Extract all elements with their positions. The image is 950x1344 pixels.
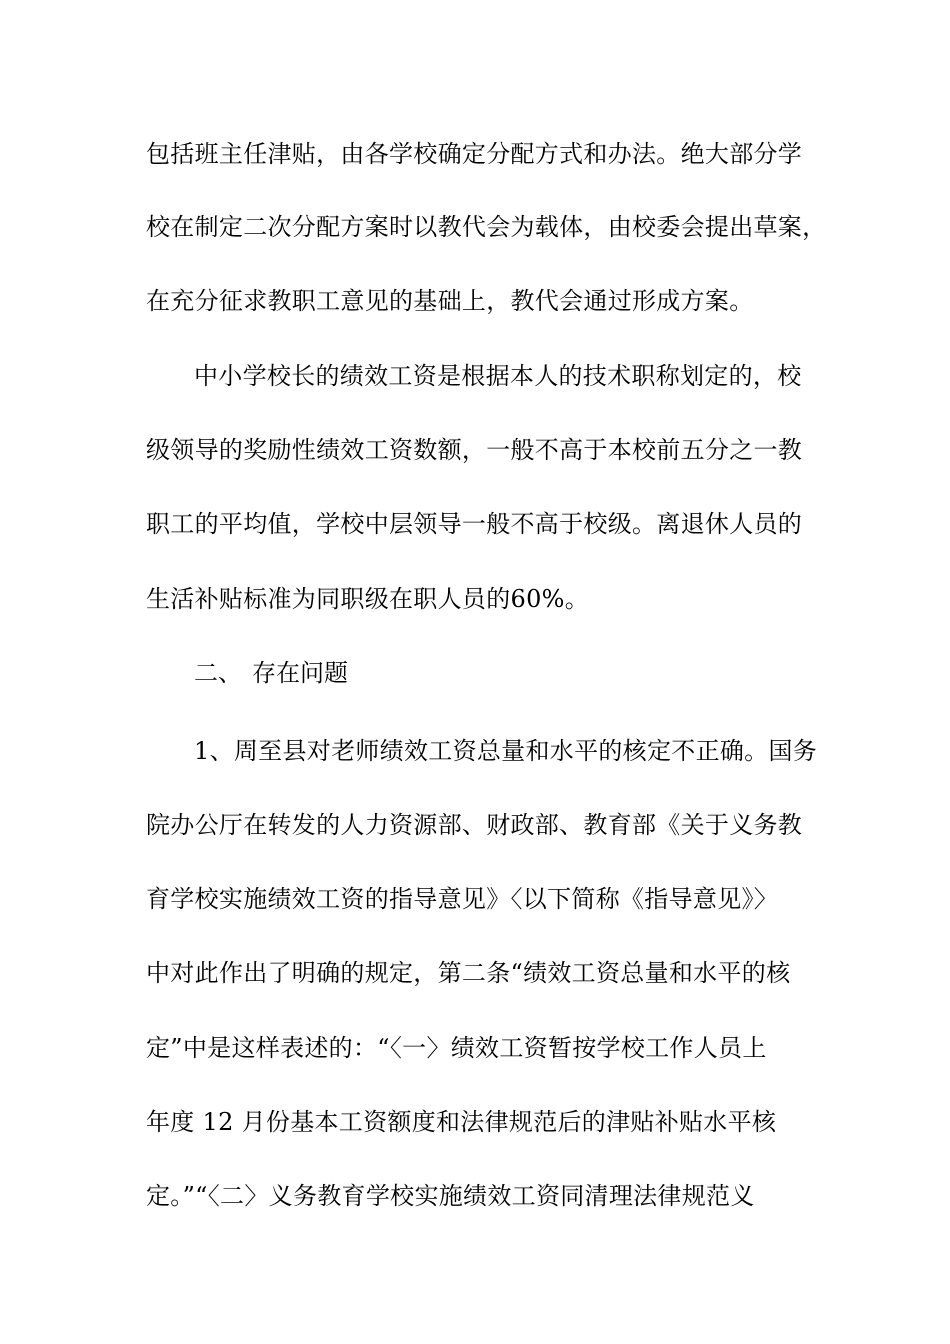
paragraph-line: 育学校实施绩效工资的指导意见》〈以下简称《指导意见》〉 (146, 885, 779, 913)
paragraph-line: 年度 12 月份基本工资额度和法律规范后的津贴补贴水平核 (146, 1108, 777, 1136)
paragraph-line: 中对此作出了明确的规定，第二条“绩效工资总量和水平的核 (146, 959, 791, 987)
paragraph-line: 定。”“〈二〉义务教育学校实施绩效工资同清理法律规范义 (146, 1182, 755, 1210)
paragraph-line: 生活补贴标准为同职级在职人员的60%。 (146, 585, 590, 613)
paragraph-line: 在充分征求教职工意见的基础上，教代会通过形成方案。 (146, 287, 754, 315)
paragraph-line: 1、周至县对老师绩效工资总量和水平的核定不正确。国务 (194, 737, 818, 765)
paragraph-line: 包括班主任津贴，由各学校确定分配方式和办法。绝大部分学 (146, 140, 803, 168)
section-heading-number: 二、 (194, 659, 242, 687)
paragraph-line: 院办公厅在转发的人力资源部、财政部、教育部《关于义务教 (146, 811, 803, 839)
paragraph-line: 校在制定二次分配方案时以教代会为载体，由校委会提出草案， (146, 213, 827, 241)
section-heading-title: 存在问题 (252, 659, 348, 687)
paragraph-line: 级领导的奖励性绩效工资数额，一般不高于本校前五分之一教 (146, 436, 803, 464)
paragraph-line: 中小学校长的绩效工资是根据本人的技术职称划定的，校 (194, 362, 802, 390)
paragraph-line: 定”中是这样表述的：“〈一〉绩效工资暂按学校工作人员上 (146, 1034, 767, 1062)
paragraph-line: 职工的平均值，学校中层领导一般不高于校级。离退休人员的 (146, 510, 803, 538)
